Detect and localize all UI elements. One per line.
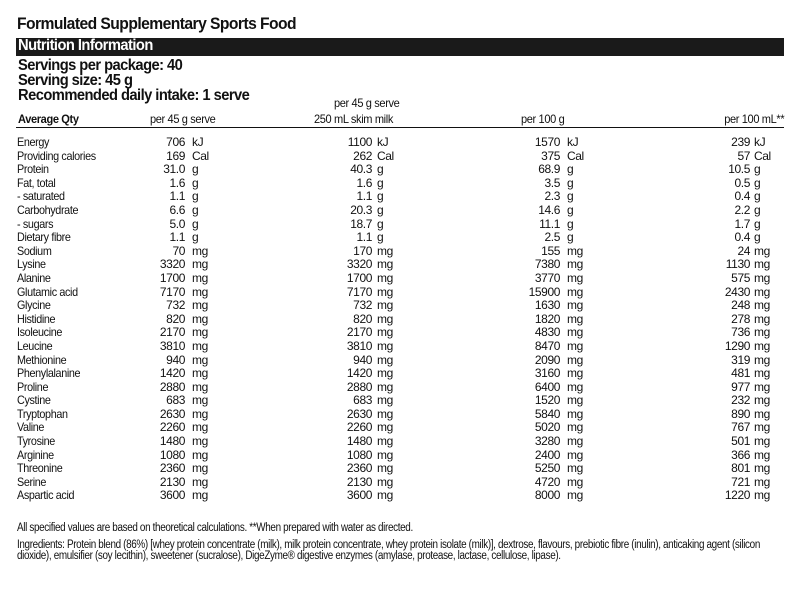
per-100ml-unit: mg bbox=[754, 406, 770, 421]
per-serve-unit: mg bbox=[192, 488, 208, 503]
per-100g-unit: g bbox=[567, 189, 574, 204]
per-serve-value: 2880 bbox=[159, 379, 185, 394]
per-serve-unit: mg bbox=[192, 379, 208, 394]
per-100ml-unit: g bbox=[754, 216, 761, 231]
footnote: All specified values are based on theoretical calculations. **When prepared with water as directed. bbox=[17, 522, 413, 534]
per-serve-unit: mg bbox=[192, 434, 208, 449]
per-100g-value: 68.9 bbox=[538, 162, 560, 177]
per-serve-value: 3320 bbox=[159, 257, 185, 272]
per-serve-unit: mg bbox=[192, 352, 208, 367]
per-serve-unit: mg bbox=[192, 298, 208, 313]
per-serve-milk-unit: mg bbox=[377, 298, 393, 313]
nutrient-name: Dietary fibre bbox=[17, 230, 71, 245]
table-row bbox=[0, 449, 800, 463]
per-serve-unit: mg bbox=[192, 284, 208, 299]
per-serve-milk-unit: g bbox=[377, 216, 384, 231]
nutrient-name: Threonine bbox=[17, 461, 63, 476]
per-100g-value: 7380 bbox=[534, 257, 560, 272]
per-serve-milk-value: 732 bbox=[353, 298, 372, 313]
nutrient-name: Providing calories bbox=[17, 148, 96, 163]
per-100g-unit: mg bbox=[567, 284, 583, 299]
per-serve-milk-unit: mg bbox=[377, 474, 393, 489]
per-serve-milk-value: 20.3 bbox=[350, 202, 372, 217]
per-100ml-value: 2.2 bbox=[734, 202, 750, 217]
per-100ml-value: 0.5 bbox=[734, 175, 750, 190]
per-serve-unit: mg bbox=[192, 461, 208, 476]
nutrient-name: - saturated bbox=[17, 189, 65, 204]
per-serve-milk-value: 1.1 bbox=[356, 230, 372, 245]
per-100ml-value: 1130 bbox=[725, 257, 750, 272]
per-100g-unit: mg bbox=[567, 366, 583, 381]
per-100g-value: 15900 bbox=[528, 284, 560, 299]
per-serve-unit: g bbox=[192, 175, 199, 190]
per-100ml-value: 890 bbox=[731, 406, 750, 421]
per-100ml-unit: mg bbox=[754, 257, 770, 272]
table-row bbox=[0, 421, 800, 435]
nutrient-name: Isoleucine bbox=[17, 325, 63, 340]
nutrient-name: Cystine bbox=[17, 393, 51, 408]
per-serve-value: 1480 bbox=[159, 434, 185, 449]
serving-size: Serving size: 45 g bbox=[18, 72, 133, 89]
per-100ml-value: 1290 bbox=[724, 338, 750, 353]
per-serve-unit: g bbox=[192, 230, 199, 245]
per-100ml-value: 736 bbox=[731, 325, 750, 340]
per-serve-milk-unit: kJ bbox=[377, 135, 389, 149]
nutrient-name: Serine bbox=[17, 474, 47, 489]
per-serve-milk-unit: g bbox=[377, 230, 384, 245]
per-100g-unit: g bbox=[567, 230, 574, 245]
header-per-100ml: per 100 mL** bbox=[723, 112, 784, 126]
per-serve-milk-unit: g bbox=[377, 202, 384, 217]
per-serve-unit: mg bbox=[192, 406, 208, 421]
per-100g-value: 3280 bbox=[534, 434, 560, 449]
per-serve-unit: kJ bbox=[192, 135, 204, 149]
per-serve-milk-unit: g bbox=[377, 175, 384, 190]
per-serve-milk-unit: mg bbox=[377, 338, 393, 353]
per-100ml-value: 481 bbox=[731, 366, 750, 381]
nutrient-name: Lysine bbox=[17, 257, 46, 272]
per-serve-value: 1700 bbox=[159, 270, 185, 285]
per-serve-value: 1420 bbox=[159, 366, 185, 381]
per-100g-value: 8000 bbox=[534, 488, 560, 503]
per-serve-value: 2630 bbox=[159, 406, 185, 421]
per-100ml-value: 977 bbox=[731, 379, 750, 394]
table-row bbox=[0, 177, 800, 191]
per-serve-milk-value: 1.6 bbox=[356, 175, 372, 190]
nutrient-name: Methionine bbox=[17, 352, 67, 367]
per-100ml-unit: mg bbox=[754, 393, 770, 408]
per-100ml-unit: mg bbox=[754, 434, 770, 449]
per-serve-value: 3810 bbox=[159, 338, 185, 353]
per-100ml-unit: g bbox=[754, 202, 761, 217]
table-row bbox=[0, 462, 800, 476]
per-100g-value: 4830 bbox=[534, 325, 560, 340]
per-serve-milk-value: 2630 bbox=[346, 406, 372, 421]
per-serve-unit: mg bbox=[192, 474, 208, 489]
per-100ml-value: 1.7 bbox=[734, 216, 750, 231]
table-row bbox=[0, 354, 800, 368]
per-100g-unit: mg bbox=[567, 257, 583, 272]
per-100g-unit: g bbox=[567, 162, 574, 177]
servings-per-package: Servings per package: 40 bbox=[18, 57, 183, 74]
table-row bbox=[0, 218, 800, 232]
per-serve-unit: mg bbox=[192, 311, 208, 326]
per-serve-value: 2130 bbox=[159, 474, 185, 489]
per-100g-unit: mg bbox=[567, 338, 583, 353]
per-100g-unit: Cal bbox=[567, 148, 584, 163]
per-100ml-value: 0.4 bbox=[734, 189, 750, 204]
nutrient-name: - sugars bbox=[17, 216, 54, 231]
table-row bbox=[0, 435, 800, 449]
per-serve-milk-value: 3810 bbox=[346, 338, 372, 353]
per-serve-milk-unit: g bbox=[377, 162, 384, 177]
nutrient-name: Energy bbox=[17, 135, 50, 149]
per-100g-unit: mg bbox=[567, 474, 583, 489]
nutrient-name: Tryptophan bbox=[17, 406, 68, 421]
recommended-intake: Recommended daily intake: 1 serve bbox=[18, 87, 250, 104]
nutrient-name: Protein bbox=[17, 162, 49, 177]
nutrient-name: Glycine bbox=[17, 298, 51, 313]
per-100ml-unit: g bbox=[754, 189, 761, 204]
nutrient-name: Phenylalanine bbox=[17, 366, 81, 381]
per-serve-milk-value: 1080 bbox=[346, 447, 372, 462]
per-100g-unit: kJ bbox=[567, 135, 579, 149]
per-serve-value: 1.1 bbox=[169, 189, 185, 204]
per-serve-value: 706 bbox=[166, 135, 185, 149]
table-row bbox=[0, 258, 800, 272]
per-100g-value: 8470 bbox=[534, 338, 560, 353]
nutrient-name: Leucine bbox=[17, 338, 53, 353]
per-serve-milk-value: 1.1 bbox=[356, 189, 372, 204]
table-row bbox=[0, 476, 800, 490]
per-100g-unit: mg bbox=[567, 488, 583, 503]
per-100ml-unit: kJ bbox=[754, 135, 766, 149]
per-serve-value: 820 bbox=[166, 311, 185, 326]
per-serve-milk-value: 1700 bbox=[346, 270, 372, 285]
nutrient-name: Fat, total bbox=[17, 175, 56, 190]
per-serve-value: 1080 bbox=[159, 447, 185, 462]
per-100ml-unit: mg bbox=[754, 270, 770, 285]
per-serve-value: 31.0 bbox=[163, 162, 185, 177]
table-row bbox=[0, 367, 800, 381]
per-serve-milk-value: 170 bbox=[353, 243, 372, 258]
per-100g-unit: mg bbox=[567, 311, 583, 326]
per-serve-value: 169 bbox=[166, 148, 185, 163]
per-serve-unit: mg bbox=[192, 270, 208, 285]
per-serve-unit: mg bbox=[192, 338, 208, 353]
per-100ml-unit: mg bbox=[754, 311, 770, 326]
table-row bbox=[0, 190, 800, 204]
nutrient-name: Proline bbox=[17, 379, 49, 394]
per-serve-milk-unit: mg bbox=[377, 325, 393, 340]
per-serve-unit: g bbox=[192, 216, 199, 231]
per-100ml-unit: mg bbox=[754, 474, 770, 489]
table-row bbox=[0, 231, 800, 245]
nutrition-heading-band bbox=[16, 38, 784, 56]
per-100ml-unit: mg bbox=[754, 352, 770, 367]
per-serve-milk-unit: mg bbox=[377, 434, 393, 449]
per-serve-milk-unit: mg bbox=[377, 420, 393, 435]
header-average-qty: Average Qty bbox=[18, 112, 79, 126]
nutrition-table bbox=[0, 136, 800, 503]
per-serve-unit: mg bbox=[192, 366, 208, 381]
per-serve-milk-value: 3600 bbox=[346, 488, 372, 503]
per-100g-value: 1520 bbox=[534, 393, 560, 408]
per-serve-milk-value: 40.3 bbox=[350, 162, 372, 177]
per-100g-value: 2090 bbox=[534, 352, 560, 367]
header-per-serve-milk-line1: per 45 g serve bbox=[334, 96, 400, 110]
per-serve-milk-value: 2260 bbox=[346, 420, 372, 435]
nutrient-name: Arginine bbox=[17, 447, 54, 462]
per-100ml-value: 2430 bbox=[724, 284, 750, 299]
per-serve-value: 70 bbox=[172, 243, 185, 258]
per-serve-value: 3600 bbox=[159, 488, 185, 503]
per-100ml-unit: g bbox=[754, 230, 761, 245]
per-100ml-unit: mg bbox=[754, 298, 770, 313]
per-100g-value: 5840 bbox=[534, 406, 560, 421]
per-100g-unit: g bbox=[567, 216, 574, 231]
per-serve-value: 1.6 bbox=[169, 175, 185, 190]
per-serve-unit: mg bbox=[192, 325, 208, 340]
per-100g-unit: mg bbox=[567, 270, 583, 285]
per-100g-value: 3770 bbox=[534, 270, 560, 285]
per-100ml-value: 767 bbox=[731, 420, 750, 435]
per-serve-milk-unit: mg bbox=[377, 406, 393, 421]
per-100ml-value: 801 bbox=[731, 461, 750, 476]
per-100ml-unit: Cal bbox=[754, 148, 771, 163]
per-100g-value: 14.6 bbox=[538, 202, 560, 217]
per-serve-milk-value: 940 bbox=[353, 352, 372, 367]
table-row bbox=[0, 245, 800, 259]
per-serve-milk-unit: mg bbox=[377, 284, 393, 299]
per-serve-unit: Cal bbox=[192, 148, 209, 163]
table-row bbox=[0, 340, 800, 354]
table-row bbox=[0, 381, 800, 395]
per-100g-value: 2.5 bbox=[544, 230, 560, 245]
table-row bbox=[0, 394, 800, 408]
per-100g-value: 6400 bbox=[534, 379, 560, 394]
per-serve-milk-unit: mg bbox=[377, 311, 393, 326]
per-100ml-value: 721 bbox=[731, 474, 750, 489]
per-serve-value: 2260 bbox=[159, 420, 185, 435]
table-row bbox=[0, 313, 800, 327]
per-serve-unit: g bbox=[192, 202, 199, 217]
per-100ml-value: 10.5 bbox=[728, 162, 750, 177]
per-100ml-value: 239 bbox=[731, 135, 750, 149]
per-100ml-value: 278 bbox=[731, 311, 750, 326]
per-serve-milk-unit: mg bbox=[377, 447, 393, 462]
product-title: Formulated Supplementary Sports Food bbox=[17, 14, 297, 33]
per-100g-value: 1570 bbox=[534, 135, 560, 149]
nutrient-name: Sodium bbox=[17, 243, 52, 258]
per-100ml-value: 319 bbox=[731, 352, 750, 367]
table-row bbox=[0, 204, 800, 218]
per-serve-milk-value: 820 bbox=[353, 311, 372, 326]
header-per-serve: per 45 g serve bbox=[150, 112, 216, 126]
per-100g-value: 3.5 bbox=[544, 175, 560, 190]
table-row bbox=[0, 163, 800, 177]
nutrient-name: Alanine bbox=[17, 270, 51, 285]
per-serve-unit: g bbox=[192, 189, 199, 204]
per-100ml-value: 501 bbox=[731, 434, 750, 449]
per-100ml-value: 1220 bbox=[724, 488, 750, 503]
nutrient-name: Aspartic acid bbox=[17, 488, 75, 503]
nutrient-name: Carbohydrate bbox=[17, 202, 79, 217]
per-100g-value: 11.1 bbox=[539, 216, 560, 231]
per-serve-milk-value: 2880 bbox=[346, 379, 372, 394]
per-100ml-unit: mg bbox=[754, 488, 770, 503]
per-serve-milk-value: 1420 bbox=[346, 366, 372, 381]
per-100g-unit: mg bbox=[567, 393, 583, 408]
per-serve-value: 2170 bbox=[159, 325, 185, 340]
per-serve-unit: mg bbox=[192, 243, 208, 258]
per-serve-milk-value: 2170 bbox=[346, 325, 372, 340]
per-100g-unit: mg bbox=[567, 298, 583, 313]
per-serve-milk-unit: mg bbox=[377, 257, 393, 272]
table-row bbox=[0, 272, 800, 286]
per-serve-unit: mg bbox=[192, 393, 208, 408]
per-serve-milk-unit: mg bbox=[377, 270, 393, 285]
table-row bbox=[0, 136, 800, 150]
per-100ml-unit: g bbox=[754, 162, 761, 177]
table-row bbox=[0, 150, 800, 164]
per-100g-value: 1820 bbox=[534, 311, 560, 326]
per-100g-unit: mg bbox=[567, 461, 583, 476]
per-serve-unit: mg bbox=[192, 447, 208, 462]
per-serve-unit: mg bbox=[192, 257, 208, 272]
per-100g-unit: mg bbox=[567, 434, 583, 449]
per-serve-milk-unit: g bbox=[377, 189, 384, 204]
per-serve-milk-value: 2360 bbox=[346, 461, 372, 476]
per-serve-unit: g bbox=[192, 162, 199, 177]
per-serve-milk-value: 1480 bbox=[346, 434, 372, 449]
per-serve-value: 683 bbox=[166, 393, 185, 408]
per-100g-value: 1630 bbox=[534, 298, 560, 313]
per-100ml-unit: mg bbox=[754, 325, 770, 340]
per-100g-value: 5250 bbox=[534, 461, 560, 476]
per-100g-value: 2.3 bbox=[544, 189, 560, 204]
header-divider bbox=[16, 127, 784, 128]
per-serve-milk-value: 2130 bbox=[346, 474, 372, 489]
per-serve-value: 1.1 bbox=[169, 230, 185, 245]
per-100g-unit: mg bbox=[567, 406, 583, 421]
per-100ml-unit: mg bbox=[754, 366, 770, 381]
table-row bbox=[0, 286, 800, 300]
per-serve-value: 732 bbox=[166, 298, 185, 313]
nutrition-heading: Nutrition Information bbox=[18, 37, 153, 54]
per-serve-value: 2360 bbox=[159, 461, 185, 476]
per-100g-value: 5020 bbox=[534, 420, 560, 435]
per-serve-milk-value: 3320 bbox=[346, 257, 372, 272]
nutrient-name: Valine bbox=[17, 420, 45, 435]
per-serve-milk-value: 1100 bbox=[347, 135, 372, 149]
per-100ml-value: 232 bbox=[731, 393, 750, 408]
ingredients-text: Ingredients: Protein blend (86%) [whey protein concentrate (milk), milk protein concentrate, whey protein isolate (milk)], dextrose, flavours, prebiotic fibre (inulin), anticaking agent (silicon dioxide), emulsifier (soy lecithin), sweetener (sucralose), DigeZyme® digestive enzymes (amylase, protease, lactase, cellulose, lipase). bbox=[17, 539, 760, 562]
per-100g-unit: mg bbox=[567, 447, 583, 462]
table-row bbox=[0, 489, 800, 503]
per-100g-unit: mg bbox=[567, 243, 583, 258]
per-100g-unit: g bbox=[567, 175, 574, 190]
nutrient-name: Tyrosine bbox=[17, 434, 55, 449]
per-100ml-unit: mg bbox=[754, 447, 770, 462]
per-100ml-value: 575 bbox=[731, 270, 750, 285]
header-per-100g: per 100 g bbox=[521, 112, 565, 126]
per-100g-value: 155 bbox=[541, 243, 560, 258]
per-serve-milk-unit: mg bbox=[377, 352, 393, 367]
per-100ml-unit: mg bbox=[754, 338, 770, 353]
nutrient-name: Glutamic acid bbox=[17, 284, 78, 299]
per-100g-value: 2400 bbox=[534, 447, 560, 462]
per-serve-unit: mg bbox=[192, 420, 208, 435]
per-100g-unit: mg bbox=[567, 379, 583, 394]
table-row bbox=[0, 326, 800, 340]
per-100g-unit: g bbox=[567, 202, 574, 217]
per-serve-milk-unit: mg bbox=[377, 243, 393, 258]
per-100g-value: 4720 bbox=[534, 474, 560, 489]
per-serve-milk-unit: mg bbox=[377, 488, 393, 503]
per-serve-value: 940 bbox=[166, 352, 185, 367]
per-serve-milk-value: 262 bbox=[353, 148, 372, 163]
per-serve-milk-value: 18.7 bbox=[350, 216, 372, 231]
per-100ml-unit: g bbox=[754, 175, 761, 190]
per-serve-milk-unit: mg bbox=[377, 393, 393, 408]
per-serve-value: 6.6 bbox=[169, 202, 185, 217]
per-100ml-unit: mg bbox=[754, 379, 770, 394]
per-100ml-unit: mg bbox=[754, 461, 770, 476]
per-serve-milk-unit: Cal bbox=[377, 148, 394, 163]
per-100ml-unit: mg bbox=[754, 243, 770, 258]
per-100ml-value: 57 bbox=[737, 148, 750, 163]
per-100g-value: 375 bbox=[541, 148, 560, 163]
per-100ml-unit: mg bbox=[754, 284, 770, 299]
per-100g-value: 3160 bbox=[534, 366, 560, 381]
table-row bbox=[0, 299, 800, 313]
per-100ml-unit: mg bbox=[754, 420, 770, 435]
header-per-serve-milk-line2: 250 mL skim milk bbox=[314, 112, 393, 126]
per-100g-unit: mg bbox=[567, 352, 583, 367]
per-serve-milk-value: 7170 bbox=[346, 284, 372, 299]
per-100g-unit: mg bbox=[567, 420, 583, 435]
per-serve-milk-unit: mg bbox=[377, 366, 393, 381]
table-row bbox=[0, 408, 800, 422]
nutrient-name: Histidine bbox=[17, 311, 56, 326]
per-100ml-value: 24 bbox=[737, 243, 750, 258]
per-serve-milk-value: 683 bbox=[353, 393, 372, 408]
per-100ml-value: 248 bbox=[731, 298, 750, 313]
per-serve-value: 7170 bbox=[159, 284, 185, 299]
per-serve-milk-unit: mg bbox=[377, 461, 393, 476]
per-serve-milk-unit: mg bbox=[377, 379, 393, 394]
per-100ml-value: 366 bbox=[731, 447, 750, 462]
per-100ml-value: 0.4 bbox=[734, 230, 750, 245]
per-serve-value: 5.0 bbox=[169, 216, 185, 231]
per-100g-unit: mg bbox=[567, 325, 583, 340]
